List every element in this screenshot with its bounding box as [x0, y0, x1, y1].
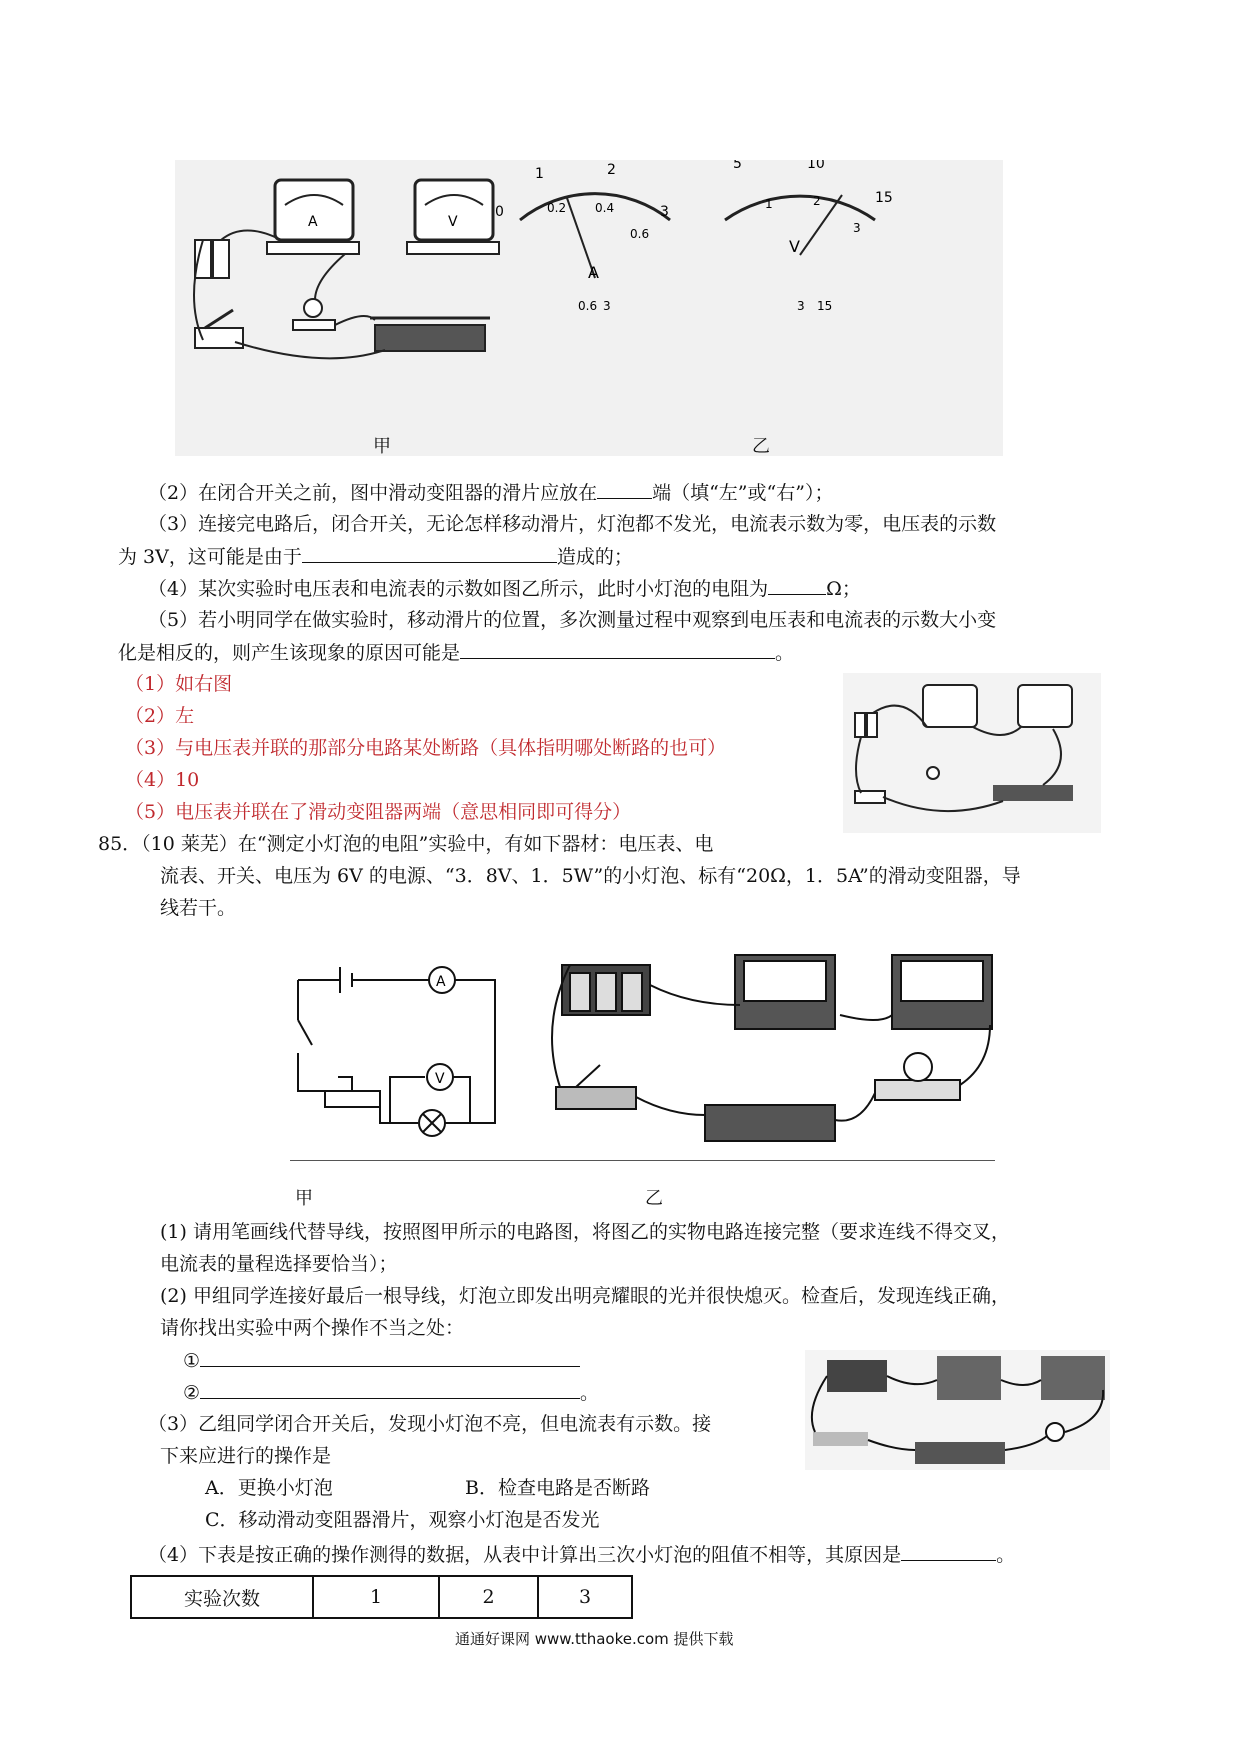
table-header-cell: 实验次数: [131, 1576, 313, 1618]
voltmeter-symbol: V: [789, 237, 800, 256]
q85-physical-svg: [540, 945, 995, 1160]
ammeter-terminal-3: 3: [603, 299, 611, 313]
voltmeter-minor-3: 3: [853, 221, 861, 235]
q84-part5-line1: （5）若小明同学在做实验时，移动滑片的位置，多次测量过程中观察到电压表和电流表的示数大小变: [148, 609, 997, 631]
diagram-ammeter-label: A: [436, 974, 446, 990]
q85-answer-figure: [805, 1350, 1110, 1470]
q85-part3-line2: 下来应进行的操作是: [160, 1445, 332, 1467]
q85-part3-line1: （3）乙组同学闭合开关后，发现小灯泡不亮，但电流表有示数。接: [148, 1413, 712, 1435]
ammeter-scale-0: 0: [495, 204, 504, 220]
q85-line1: 85．（10 莱芜）在“测定小灯泡的电阻”实验中，有如下器材：电压表、电: [98, 833, 714, 855]
footer-text: 通通好课网 www.tthaoke.com 提供下载: [455, 1630, 734, 1648]
ammeter-photo-label: A: [308, 214, 318, 230]
ammeter-minor-0.6: 0.6: [630, 227, 650, 241]
table-cell: 2: [439, 1576, 538, 1618]
q84-part4: （4）某次实验时电压表和电流表的示数如图乙所示，此时小灯泡的电阻为 Ω；: [148, 572, 861, 605]
q85-answer-svg: [805, 1350, 1110, 1470]
ammeter-scale-2: 2: [607, 162, 616, 178]
q84-part3-line1: （3）连接完电路后，闭合开关，无论怎样移动滑片，灯泡都不发光，电流表示数为零，电压表的示数: [148, 513, 997, 535]
ammeter-scale-1: 1: [535, 166, 544, 182]
ammeter-minor-0.2: 0.2: [547, 201, 567, 215]
voltmeter-scale-10: 10: [807, 160, 825, 172]
q85-blank-2: ② 。: [183, 1376, 599, 1409]
diagram-voltmeter-label: V: [435, 1071, 445, 1087]
figure-1-apparatus: [175, 160, 1003, 456]
q85-caption-jia: 甲: [295, 1188, 313, 1209]
q85-part2-line1: (2) 甲组同学连接好最后一根导线，灯泡立即发出明亮耀眼的光并很快熄灭。检查后，发现连线正确，: [160, 1285, 1010, 1307]
answer-5: （5）电压表并联在了滑动变阻器两端（意思相同即可得分）: [125, 801, 632, 823]
q85-line2: 流表、开关、电压为 6V 的电源、“3．8V、1．5W”的小灯泡、标有“20Ω，1．5A”的滑动变阻器，导: [160, 865, 1021, 887]
q85-part1-line2: 电流表的量程选择要恰当）；: [160, 1253, 398, 1275]
answer-figure: [843, 673, 1101, 833]
voltmeter-terminal-3: 3: [797, 299, 805, 313]
q85-physical-circuit: [540, 945, 995, 1160]
q85-blank-2-line: [200, 1376, 580, 1399]
answer-1: （1）如右图: [125, 673, 233, 695]
answer-figure-drawing: [843, 673, 1101, 833]
q84-part3-blank: [302, 540, 557, 563]
q84-part3-line2: 为 3V，这可能是由于 造成的；: [118, 540, 633, 573]
ammeter-scale-3: 3: [660, 204, 669, 220]
data-table: [130, 1575, 633, 1619]
q85-circuit-diagram: [290, 945, 510, 1145]
q85-caption-yi: 乙: [645, 1188, 663, 1209]
q85-circuit-svg: [290, 945, 510, 1145]
q85-option-b: B．检查电路是否断路: [465, 1477, 650, 1499]
q84-part2: （2）在闭合开关之前，图中滑动变阻器的滑片应放在 端（填“左”或“右”）；: [148, 476, 833, 509]
answer-4: （4）10: [125, 769, 200, 791]
answer-3: （3）与电压表并联的那部分电路某处断路（具体指明哪处断路的也可）: [125, 737, 727, 759]
voltmeter-photo-label: V: [448, 214, 458, 230]
figure-1-caption-yi: 乙: [752, 436, 770, 457]
q85-blank-1: ①: [183, 1344, 580, 1377]
q85-option-a: A．更换小灯泡: [205, 1477, 333, 1499]
q84-part2-blank: [597, 476, 652, 499]
q84-part4-blank: [768, 572, 826, 595]
q85-blank-1-line: [200, 1344, 580, 1367]
q85-line3: 线若干。: [160, 897, 237, 919]
voltmeter-scale-15: 15: [875, 190, 893, 206]
table-cell: 1: [313, 1576, 439, 1618]
voltmeter-scale-5: 5: [733, 160, 742, 172]
ammeter-minor-0.4: 0.4: [595, 201, 615, 215]
q85-part4: （4）下表是按正确的操作测得的数据，从表中计算出三次小灯泡的阻值不相等，其原因是 。: [148, 1538, 1015, 1571]
voltmeter-terminal-15: 15: [817, 299, 833, 313]
q85-option-c: C．移动滑动变阻器滑片，观察小灯泡是否发光: [205, 1509, 600, 1531]
ammeter-symbol: A: [588, 263, 599, 282]
q85-part1-line1: (1) 请用笔画线代替导线，按照图甲所示的电路图，将图乙的实物电路连接完整（要求连线不得交叉，: [160, 1221, 1010, 1243]
table-row: [131, 1576, 632, 1618]
q85-part4-blank: [901, 1538, 996, 1561]
q84-part5-blank: [460, 636, 775, 659]
figure-divider: [290, 1160, 995, 1161]
q85-part2-line2: 请你找出实验中两个操作不当之处：: [160, 1317, 465, 1339]
answer-2: （2）左: [125, 705, 195, 727]
figure-1-caption-jia: 甲: [373, 436, 391, 457]
ammeter-terminal-0.6: 0.6: [578, 299, 598, 313]
table-cell: 3: [538, 1576, 632, 1618]
voltmeter-minor-1: 1: [765, 197, 773, 211]
figure-1-drawing: [175, 160, 1003, 456]
q84-part5-line2: 化是相反的，则产生该现象的原因可能是 。: [118, 636, 794, 669]
voltmeter-minor-2: 2: [813, 194, 821, 208]
